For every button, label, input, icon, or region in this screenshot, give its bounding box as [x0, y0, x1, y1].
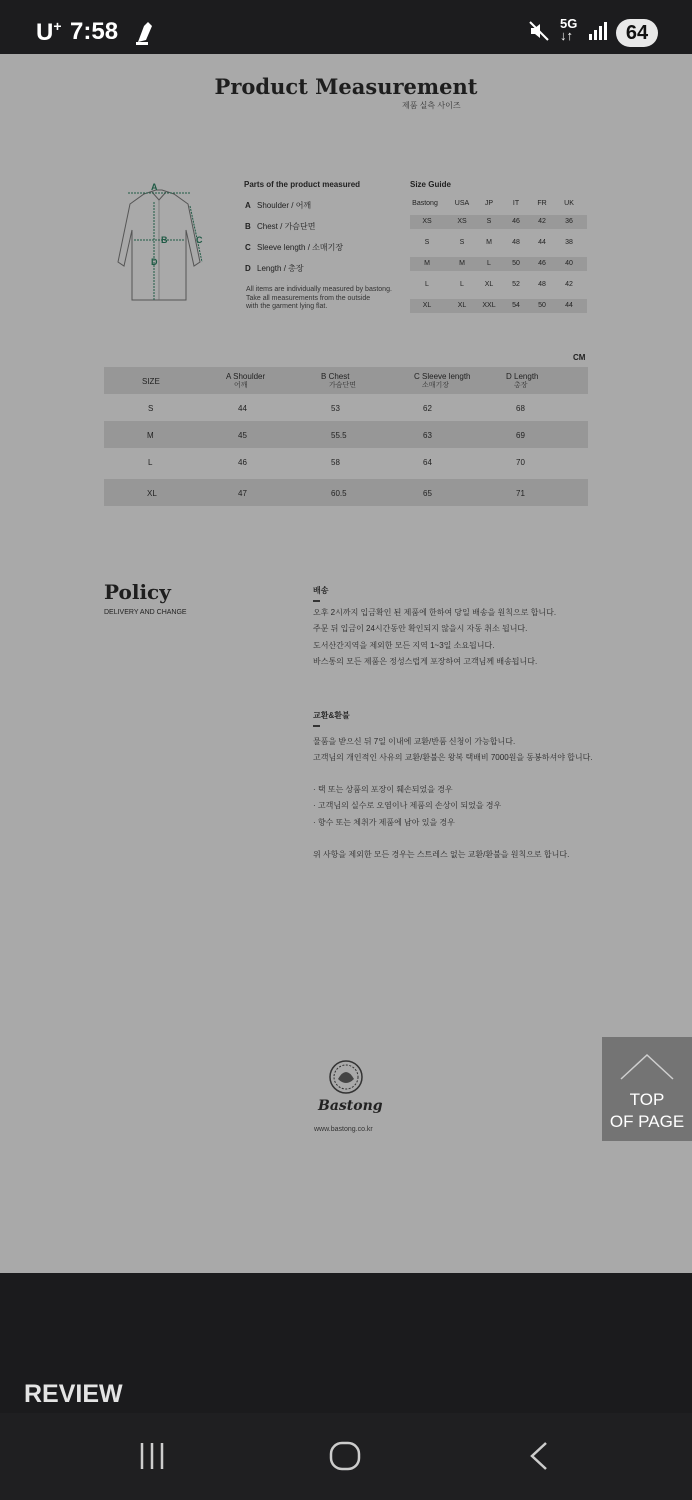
size-guide-row: M M L 50 46 40 — [410, 257, 587, 271]
policy-subtitle: DELIVERY AND CHANGE — [104, 609, 187, 616]
bastong-logo-icon — [320, 1057, 372, 1097]
notification-icon — [134, 20, 156, 46]
top-of-page-button[interactable] — [602, 1037, 692, 1141]
website-link[interactable]: www.bastong.co.kr — [314, 1126, 373, 1133]
diagram-letter-a: A — [151, 182, 158, 192]
parts-heading: Parts of the product measured — [244, 180, 361, 189]
part-c: C Sleeve length / 소매기장 — [245, 243, 344, 252]
carrier-label: U+ — [36, 18, 62, 46]
shipping-line: 도서산간지역을 제외한 모든 지역 1~3일 소요됩니다. — [313, 641, 495, 650]
header-shoulder: A Shoulder 어깨 — [226, 372, 266, 389]
top-label: TOP — [629, 1090, 665, 1109]
review-section-title[interactable]: REVIEW — [24, 1380, 123, 1408]
shipping-line: 주문 뒤 입금이 24시간동안 확인되지 않을시 자동 취소 됩니다. — [313, 624, 528, 633]
diagram-letter-b: B — [161, 235, 168, 245]
system-navigation-bar — [0, 1413, 692, 1500]
measurement-table-header: SIZE A Shoulder 어깨 B Chest 가슴단면 C Sleeve length 소매기장 D Length 총장 — [104, 367, 588, 394]
size-guide-row: XL XL XXL 54 50 44 — [410, 299, 587, 313]
table-row: S 44 53 62 68 — [148, 404, 525, 413]
recent-apps-button[interactable] — [136, 1441, 170, 1471]
product-detail-page[interactable] — [0, 54, 692, 1273]
divider — [313, 725, 320, 727]
size-guide-row: XS XS S 46 42 36 — [410, 215, 587, 229]
exchange-bullet: · 향수 또는 체취가 제품에 남아 있을 경우 — [313, 818, 455, 827]
shipping-line: 오후 2시까지 입금확인 된 제품에 한하여 당일 배송을 원칙으로 합니다. — [313, 608, 557, 617]
measurement-table — [104, 367, 588, 506]
page-subtitle: 제품 실측 사이즈 — [402, 101, 461, 110]
size-guide-row: S S M 48 44 38 — [424, 239, 573, 246]
exchange-heading: 교환&환불 — [313, 711, 350, 720]
chevron-up-icon — [619, 1051, 675, 1081]
clock: 7:58 — [70, 18, 119, 45]
status-bar — [0, 0, 692, 54]
page-title: Product Measurement — [214, 74, 478, 99]
size-guide-header-row: Bastong USA JP IT FR UK — [412, 200, 574, 207]
diagram-letter-c: C — [196, 235, 203, 245]
part-a: A Shoulder / 어깨 — [245, 201, 312, 210]
size-guide-heading: Size Guide — [410, 180, 451, 189]
garment-diagram-icon — [104, 182, 214, 307]
exchange-bullet: · 고객님의 실수로 오염이나 제품의 손상이 되었을 경우 — [313, 801, 502, 810]
diagram-letter-d: D — [151, 257, 158, 267]
table-row: XL 47 60.5 65 71 — [104, 479, 588, 506]
home-button[interactable] — [328, 1441, 364, 1471]
signal-icon — [588, 22, 608, 40]
mute-icon — [528, 20, 550, 42]
battery-indicator: 64 — [616, 19, 658, 47]
size-guide-row: L L XL 52 48 42 — [425, 281, 573, 288]
header-chest: B Chest 가슴단면 — [321, 372, 357, 389]
shipping-heading: 배송 — [313, 586, 329, 595]
header-length: D Length 총장 — [506, 372, 539, 389]
size-guide-table — [410, 197, 587, 320]
brand-name: Bastong — [318, 1098, 383, 1114]
header-sleeve: C Sleeve length 소매기장 — [414, 372, 471, 389]
back-button[interactable] — [526, 1441, 556, 1471]
table-row: M 45 55.5 63 69 — [104, 421, 588, 448]
exchange-line: 고객님의 개인적인 사유의 교환/환불은 왕복 택배비 7000원을 동봉하셔야 합니다. — [313, 753, 593, 762]
policy-title: Policy — [104, 580, 171, 604]
shipping-line: 바스통의 모든 제품은 정성스럽게 포장하여 고객님께 배송됩니다. — [313, 657, 538, 666]
exchange-closing: 위 사항을 제외한 모든 경우는 스트레스 없는 교환/환불을 원칙으로 합니다. — [313, 850, 570, 859]
measurement-note: All items are individually measured by bastong. Take all measurements from the outside with the garment lying flat. — [246, 286, 392, 310]
exchange-bullet: · 택 또는 상품의 포장이 훼손되었을 경우 — [313, 785, 453, 794]
divider — [313, 600, 320, 602]
table-row: L 46 58 64 70 — [148, 458, 525, 467]
part-b: B Chest / 가슴단면 — [245, 222, 316, 231]
exchange-line: 물품을 받으신 뒤 7일 이내에 교환/반품 신청이 가능합니다. — [313, 737, 516, 746]
network-5g-icon: 5G ↓↑ — [560, 16, 578, 43]
part-d: D Length / 총장 — [245, 264, 304, 273]
of-page-label: OF PAGE — [609, 1112, 685, 1131]
unit-label: CM — [573, 353, 586, 362]
